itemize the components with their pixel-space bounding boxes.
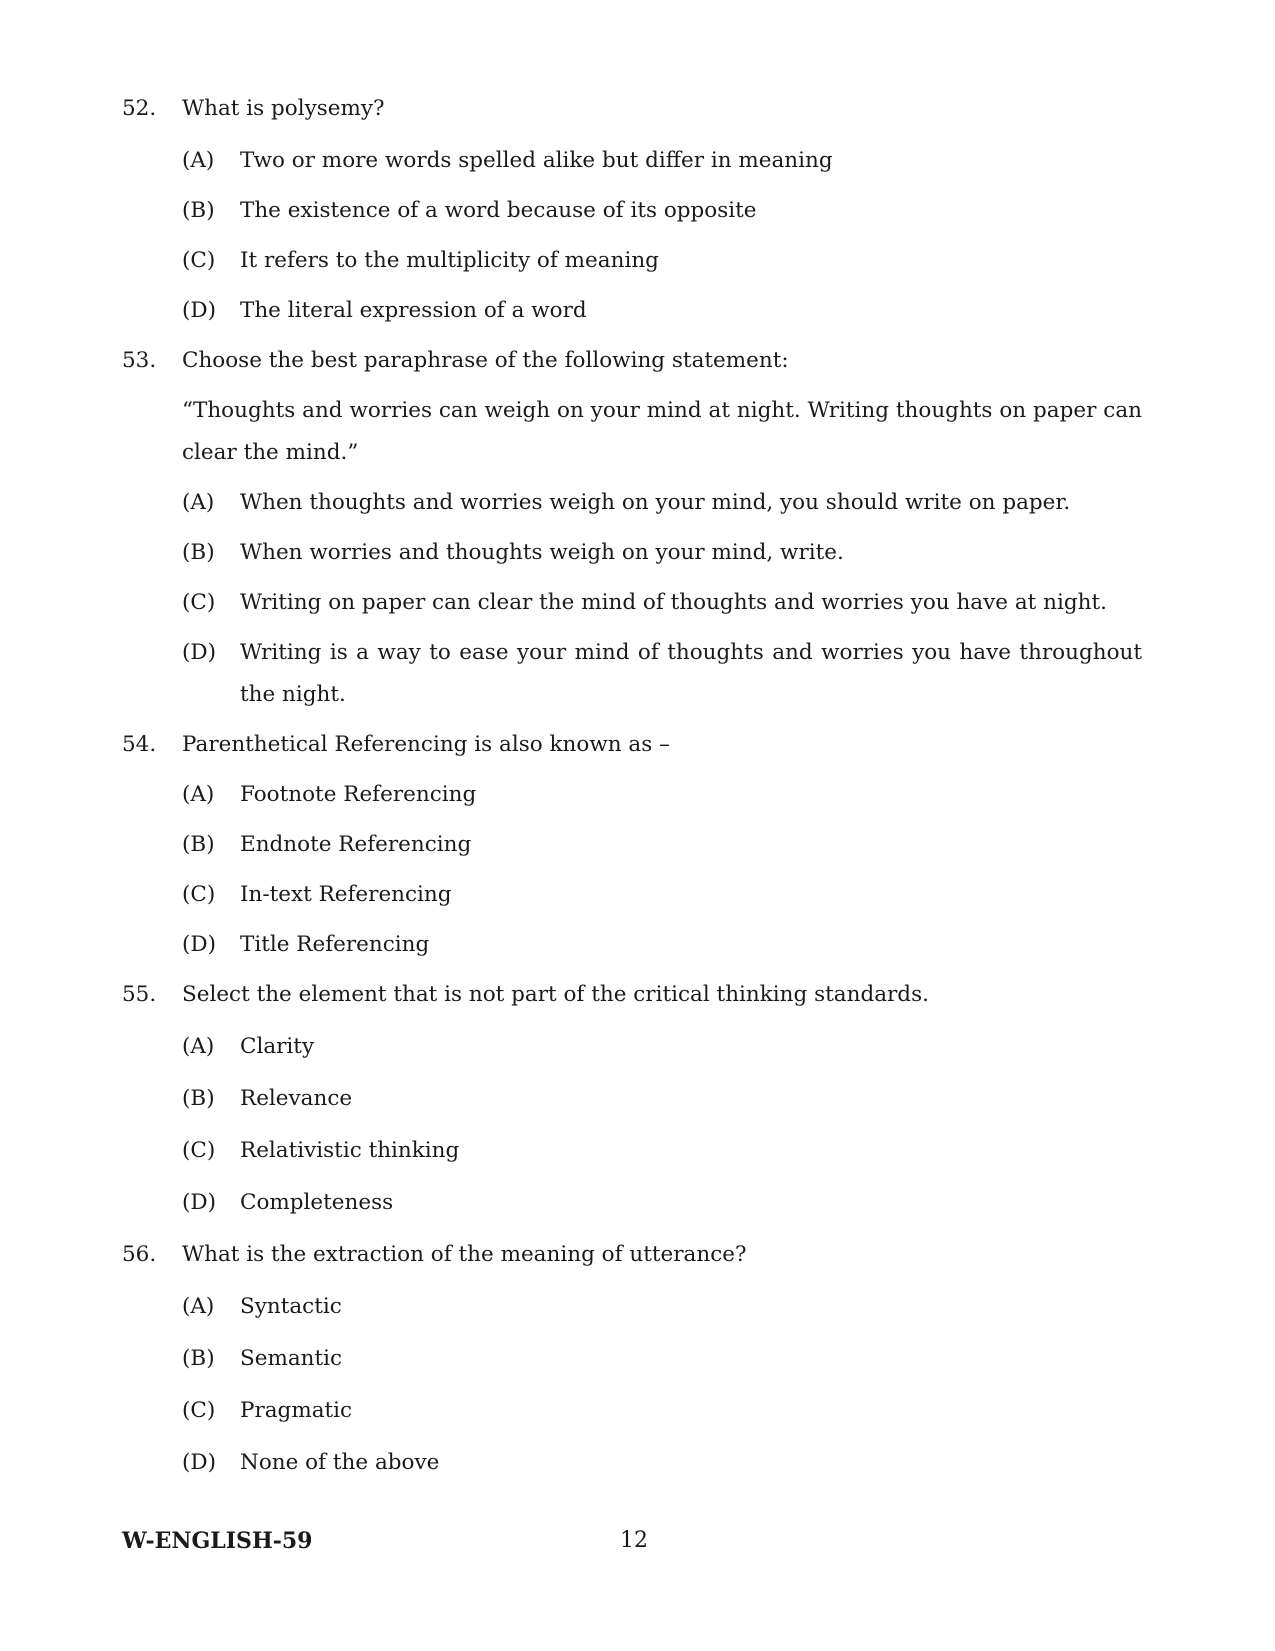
question-number: 54. — [122, 732, 157, 757]
option-letter: (D) — [182, 640, 217, 665]
option-text: Footnote Referencing — [240, 782, 477, 807]
option-text: Pragmatic — [240, 1398, 353, 1423]
paper-code: W-ENGLISH-59 — [122, 1528, 313, 1554]
option-text: When thoughts and worries weigh on your mind, you should write on paper. — [240, 490, 1071, 515]
question-number: 56. — [122, 1242, 157, 1267]
option-text: The literal expression of a word — [240, 298, 587, 323]
option-letter: (C) — [182, 590, 216, 615]
option-text: Completeness — [240, 1190, 394, 1215]
option-text: Semantic — [240, 1346, 343, 1371]
option-letter: (C) — [182, 1138, 216, 1163]
question-text: Choose the best paraphrase of the following statement: — [182, 348, 789, 373]
option-letter: (B) — [182, 198, 215, 223]
option-letter: (B) — [182, 1346, 215, 1371]
option-text: Two or more words spelled alike but differ in meaning — [240, 148, 833, 173]
question-text: What is the extraction of the meaning of utterance? — [182, 1242, 747, 1267]
page-number: 12 — [620, 1528, 648, 1553]
option-letter: (D) — [182, 932, 217, 957]
quote-line: “Thoughts and worries can weigh on your mind at night. Writing thoughts on paper can — [182, 398, 1142, 423]
option-text: Relevance — [240, 1086, 353, 1111]
option-text-continued: the night. — [240, 682, 346, 707]
option-text: Title Referencing — [240, 932, 430, 957]
option-text: Clarity — [240, 1034, 315, 1059]
option-letter: (A) — [182, 490, 215, 515]
option-letter: (B) — [182, 832, 215, 857]
option-letter: (A) — [182, 1294, 215, 1319]
option-text: Writing on paper can clear the mind of thoughts and worries you have at night. — [240, 590, 1107, 615]
option-text: Writing is a way to ease your mind of thoughts and worries you have throughout — [240, 640, 1142, 665]
option-text: Endnote Referencing — [240, 832, 472, 857]
question-text: Parenthetical Referencing is also known as – — [182, 732, 670, 757]
option-text: In-text Referencing — [240, 882, 452, 907]
option-letter: (D) — [182, 298, 217, 323]
option-letter: (B) — [182, 540, 215, 565]
question-number: 55. — [122, 982, 157, 1007]
option-text: It refers to the multiplicity of meaning — [240, 248, 659, 273]
option-letter: (A) — [182, 782, 215, 807]
option-letter: (C) — [182, 248, 216, 273]
option-text: Relativistic thinking — [240, 1138, 460, 1163]
option-text: The existence of a word because of its opposite — [240, 198, 757, 223]
option-letter: (D) — [182, 1190, 217, 1215]
option-letter: (A) — [182, 1034, 215, 1059]
option-letter: (D) — [182, 1450, 217, 1475]
quote-line: clear the mind.” — [182, 440, 359, 465]
question-text: What is polysemy? — [182, 96, 385, 121]
option-letter: (A) — [182, 148, 215, 173]
question-text: Select the element that is not part of the critical thinking standards. — [182, 982, 929, 1007]
question-number: 52. — [122, 96, 157, 121]
option-letter: (C) — [182, 882, 216, 907]
option-letter: (C) — [182, 1398, 216, 1423]
question-number: 53. — [122, 348, 157, 373]
option-text: When worries and thoughts weigh on your mind, write. — [240, 540, 844, 565]
option-text: Syntactic — [240, 1294, 342, 1319]
option-text: None of the above — [240, 1450, 440, 1475]
option-letter: (B) — [182, 1086, 215, 1111]
